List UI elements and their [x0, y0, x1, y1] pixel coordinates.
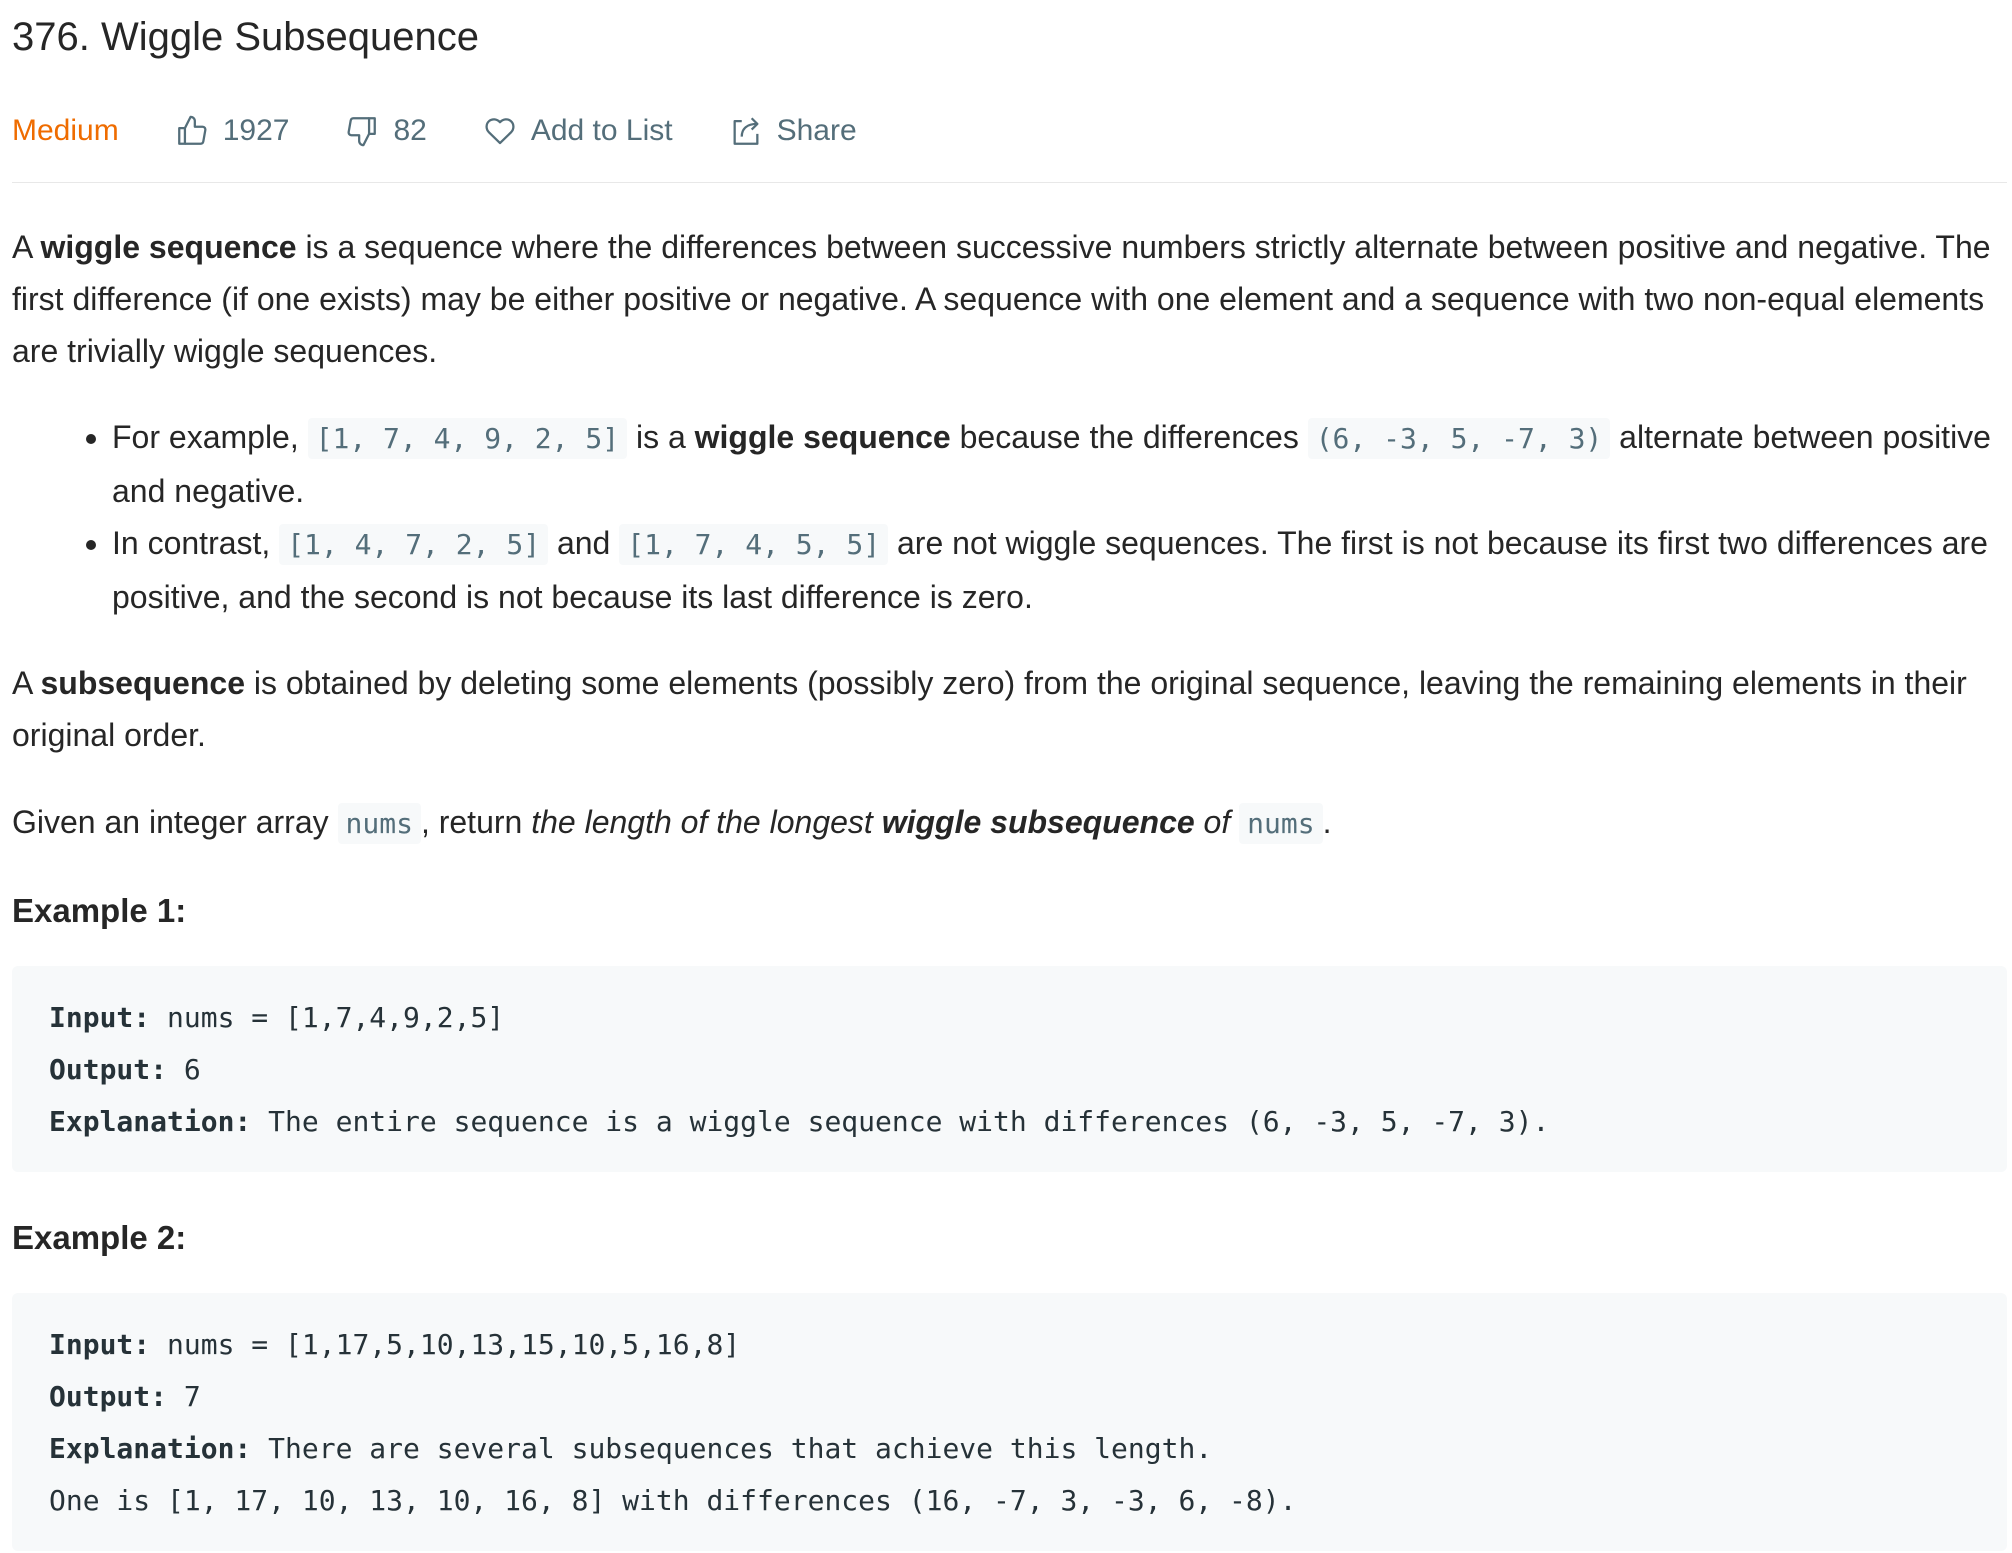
share-icon — [729, 114, 763, 148]
bold-term: wiggle sequence — [40, 229, 297, 265]
bold-italic-term: wiggle subsequence — [881, 804, 1195, 840]
thumbs-down-icon — [345, 114, 379, 148]
text: is obtained by deleting some elements (possibly zero) from the original sequence, leaving the remaining elements in their original order. — [12, 665, 1967, 753]
problem-title: 376. Wiggle Subsequence — [12, 15, 479, 59]
example-1-block — [12, 966, 2007, 1172]
text: alternate between positive and negative. — [112, 419, 1991, 509]
like-count: 1927 — [222, 114, 290, 147]
text — [1230, 804, 1239, 840]
text: In contrast, — [112, 525, 280, 561]
output-label: Output: — [49, 1380, 168, 1413]
explanation-text: One is [1, 17, 10, 13, 10, 16, 8] with differences (16, -7, 3, -3, 6, -8). — [49, 1484, 1297, 1517]
text: is a — [627, 419, 695, 455]
share-label: Share — [776, 114, 857, 147]
text: and — [548, 525, 620, 561]
italic-text: of — [1194, 804, 1231, 840]
paragraph-task — [12, 796, 2007, 850]
inline-code: nums — [1239, 803, 1322, 844]
output-label: Output: — [49, 1053, 168, 1086]
text: For example, — [112, 419, 308, 455]
explanation-label: Explanation: — [49, 1432, 252, 1465]
examples-bullet-list — [12, 411, 2007, 623]
explanation-label: Explanation: — [49, 1105, 252, 1138]
list-item — [112, 411, 2007, 517]
add-to-list-label: Add to List — [530, 114, 673, 147]
output-value: 7 — [167, 1380, 201, 1413]
heart-icon — [483, 114, 517, 148]
header-divider — [12, 182, 2007, 183]
text: . — [1322, 804, 1332, 840]
example-1-title: Example 1: — [12, 892, 187, 929]
text: A — [12, 665, 41, 701]
explanation-text: There are several subsequences that achieve this length. — [251, 1432, 1213, 1465]
inline-code: nums — [338, 803, 421, 844]
input-label: Input: — [49, 1001, 151, 1034]
input-value: nums = [1,17,5,10,13,15,10,5,16,8] — [150, 1328, 741, 1361]
difficulty-badge: Medium — [12, 114, 119, 147]
thumbs-up-icon — [175, 114, 209, 148]
input-value: nums = [1,7,4,9,2,5] — [150, 1001, 505, 1034]
text: , return — [420, 804, 532, 840]
example-2-title: Example 2: — [12, 1219, 187, 1256]
inline-code: (6, -3, 5, -7, 3) — [1308, 418, 1611, 459]
inline-code: [1, 4, 7, 2, 5] — [279, 524, 548, 565]
inline-code: [1, 7, 4, 5, 5] — [619, 524, 888, 565]
text: because the differences — [950, 419, 1308, 455]
dislike-button[interactable] — [345, 114, 426, 148]
text: is a sequence where the differences between successive numbers strictly alternate between positive and negative. The first difference (if one exists) may be either positive or negative. A sequence with one element and a sequence with two non-equal elements are trivially wiggle sequences. — [12, 229, 1991, 369]
share-button[interactable] — [729, 114, 857, 148]
italic-text: the length of the longest — [531, 804, 882, 840]
text: A — [12, 229, 41, 265]
dislike-count: 82 — [393, 114, 427, 147]
bold-term: wiggle sequence — [694, 419, 951, 455]
text: Given an integer array — [12, 804, 338, 840]
input-label: Input: — [49, 1328, 151, 1361]
text: are not wiggle sequences. The first is not because its first two differences are positive, and the second is not because its last difference is zero. — [112, 525, 1988, 615]
paragraph-subsequence-definition — [12, 657, 2007, 761]
list-item — [112, 517, 2007, 623]
problem-description — [12, 221, 2007, 1551]
example-2-block — [12, 1293, 2007, 1551]
paragraph-wiggle-definition — [12, 221, 2007, 377]
like-button[interactable] — [175, 114, 290, 148]
output-value: 6 — [167, 1053, 201, 1086]
add-to-list-button[interactable] — [483, 114, 673, 148]
explanation-text: The entire sequence is a wiggle sequence with differences (6, -3, 5, -7, 3). — [251, 1105, 1550, 1138]
inline-code: [1, 7, 4, 9, 2, 5] — [308, 418, 627, 459]
problem-meta-bar — [12, 106, 2007, 156]
bold-term: subsequence — [40, 665, 245, 701]
